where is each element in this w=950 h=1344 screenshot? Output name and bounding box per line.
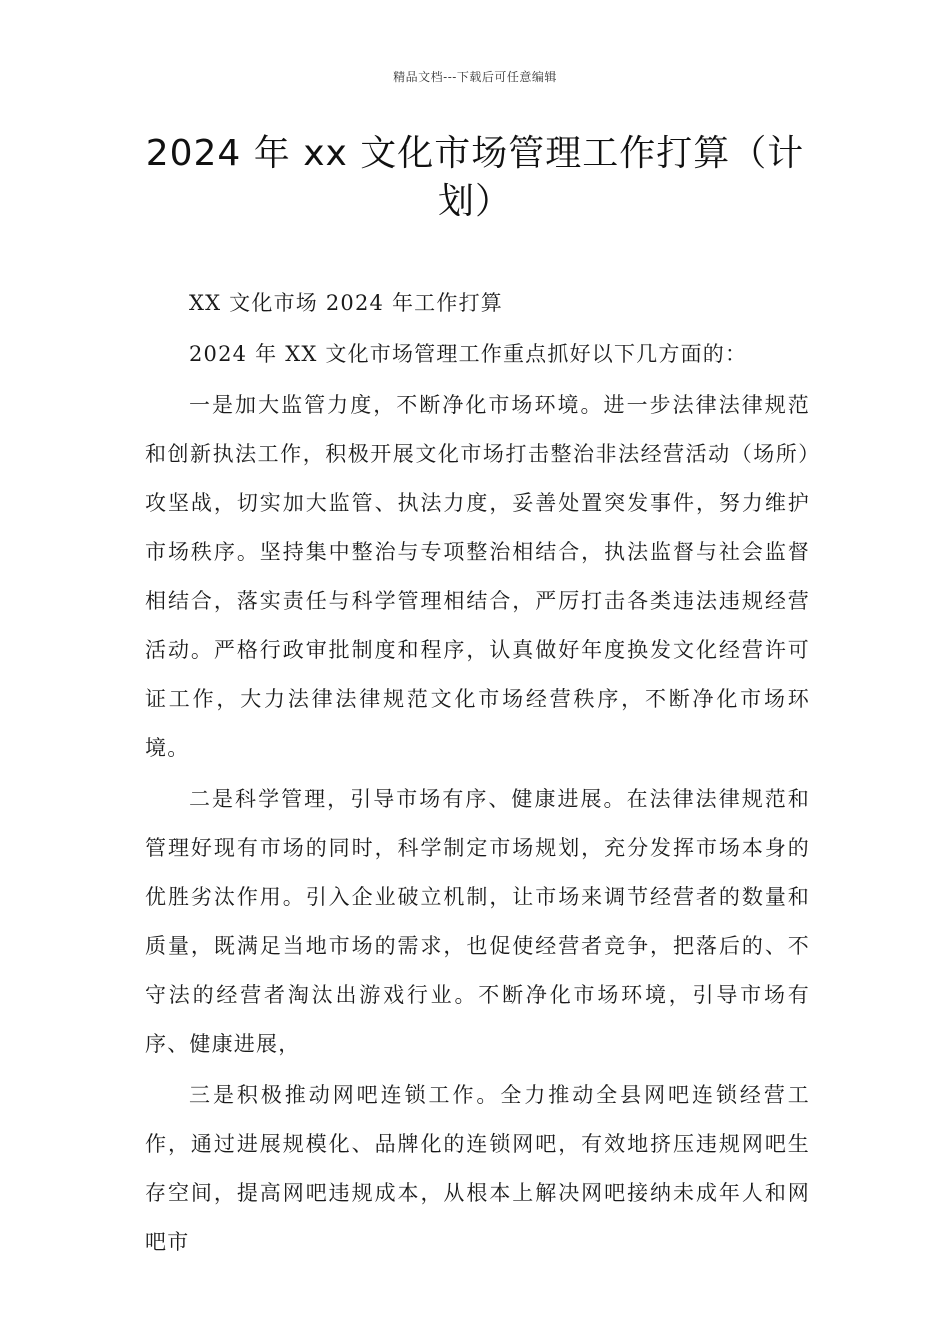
paragraph-1: 一是加大监管力度，不断净化市场环境。进一步法律法律规范和创新执法工作，积极开展文化市场打击整治非法经营活动（场所）攻坚战，切实加大监管、执法力度，妥善处置突发事件，努力维护市场秩序。坚持集中整治与专项整治相结合，执法监督与社会监督相结合，落实责任与科学管理相结合，严厉打击各类违法违规经营活动。严格行政审批制度和程序，认真做好年度换发文化经营许可证工作，大力法律法律规范文化市场经营秩序，不断净化市场环境。: [145, 393, 810, 760]
paragraph-3: 三是积极推动网吧连锁工作。全力推动全县网吧连锁经营工作，通过进展规模化、品牌化的连锁网吧，有效地挤压违规网吧生存空间，提高网吧违规成本，从根本上解决网吧接纳未成年人和网吧市: [145, 1083, 810, 1254]
document-title: 2024 年 xx 文化市场管理工作打算（计划）: [145, 133, 805, 222]
header-note: 精品文档---下载后可任意编辑: [393, 70, 557, 84]
intro-paragraph: 2024 年 XX 文化市场管理工作重点抓好以下几方面的：: [189, 342, 748, 366]
paragraph-2: 二是科学管理，引导市场有序、健康进展。在法律法律规范和管理好现有市场的同时，科学制定市场规划，充分发挥市场本身的优胜劣汰作用。引入企业破立机制，让市场来调节经营者的数量和质量，既满足当地市场的需求，也促使经营者竞争，把落后的、不守法的经营者淘汰出游戏行业。不断净化市场环境，引导市场有序、健康进展，: [145, 787, 810, 1056]
document-subtitle: XX 文化市场 2024 年工作打算: [189, 291, 503, 315]
document-body: [145, 279, 810, 1269]
